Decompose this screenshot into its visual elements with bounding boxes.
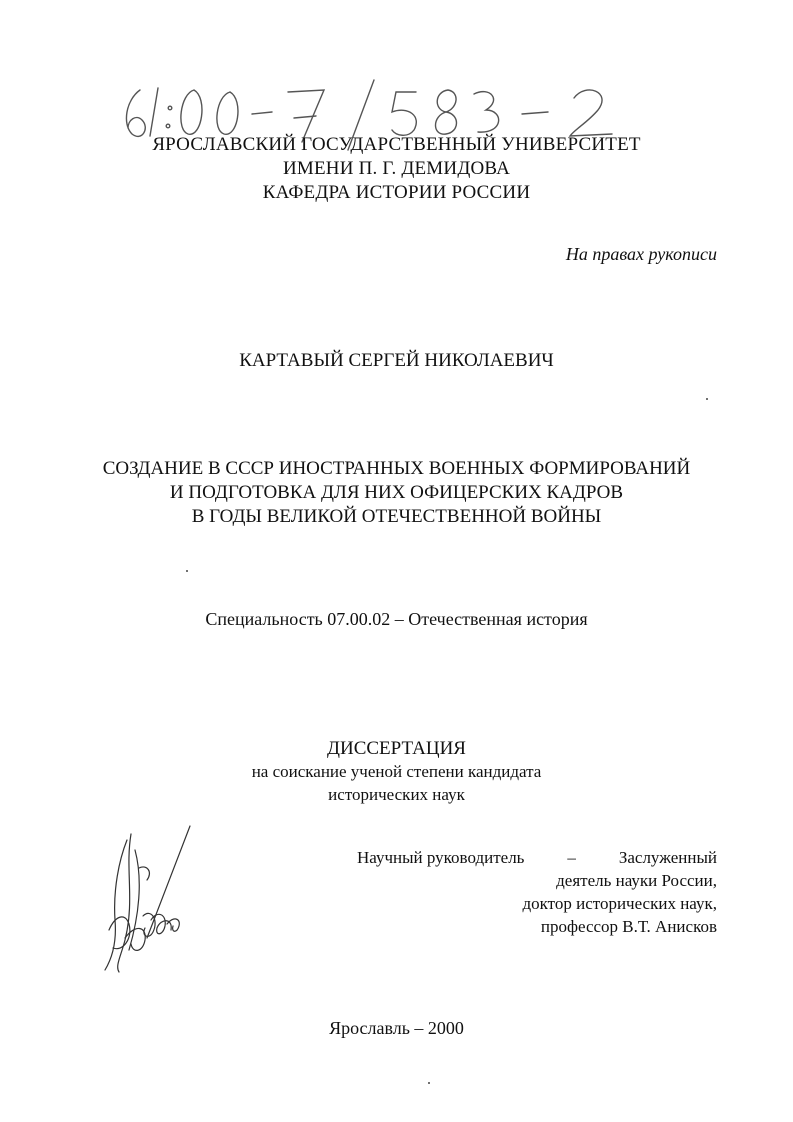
advisor-first-line: [357, 846, 717, 869]
title-line-2: И ПОДГОТОВКА ДЛЯ НИХ ОФИЦЕРСКИХ КАДРОВ: [169, 482, 624, 503]
scientific-advisor: [357, 846, 717, 938]
degree-block: [0, 738, 793, 806]
scan-speck: [706, 398, 708, 400]
advisor-title: деятель науки России,: [556, 871, 717, 890]
university-header: [0, 133, 793, 205]
advisor-degree: доктор исторических наук,: [522, 894, 717, 913]
department-name: КАФЕДРА ИСТОРИИ РОССИИ: [262, 182, 531, 203]
scan-speck: [428, 1082, 430, 1084]
title-line-3: В ГОДЫ ВЕЛИКОЙ ОТЕЧЕСТВЕННОЙ ВОЙНЫ: [191, 506, 602, 527]
advisor-dash: –: [567, 848, 576, 867]
dissertation-heading: ДИССЕРТАЦИЯ: [327, 738, 466, 759]
university-name-suffix: ИМЕНИ П. Г. ДЕМИДОВА: [282, 158, 511, 179]
manuscript-rights-note: На правах рукописи: [565, 244, 717, 264]
advisor-name: профессор В.Т. Анисков: [540, 917, 717, 936]
city-year: Ярославль – 2000: [329, 1018, 464, 1038]
author-name: КАРТАВЫЙ СЕРГЕЙ НИКОЛАЕВИЧ: [239, 350, 554, 371]
advisor-label: Научный руководитель: [357, 848, 525, 867]
advisor-title-start: Заслуженный: [618, 848, 717, 867]
degree-line-1: на соискание ученой степени кандидата: [251, 762, 542, 781]
university-name: ЯРОСЛАВСКИЙ ГОСУДАРСТВЕННЫЙ УНИВЕРСИТЕТ: [152, 134, 641, 155]
degree-line-2: исторических наук: [328, 785, 465, 804]
title-line-1: СОЗДАНИЕ В СССР ИНОСТРАННЫХ ВОЕННЫХ ФОРМИРОВАНИЙ: [102, 458, 691, 479]
dissertation-title: [0, 457, 793, 529]
scan-speck: [186, 570, 188, 572]
specialty: Специальность 07.00.02 – Отечественная история: [205, 609, 588, 629]
handwritten-signature: [95, 820, 205, 980]
